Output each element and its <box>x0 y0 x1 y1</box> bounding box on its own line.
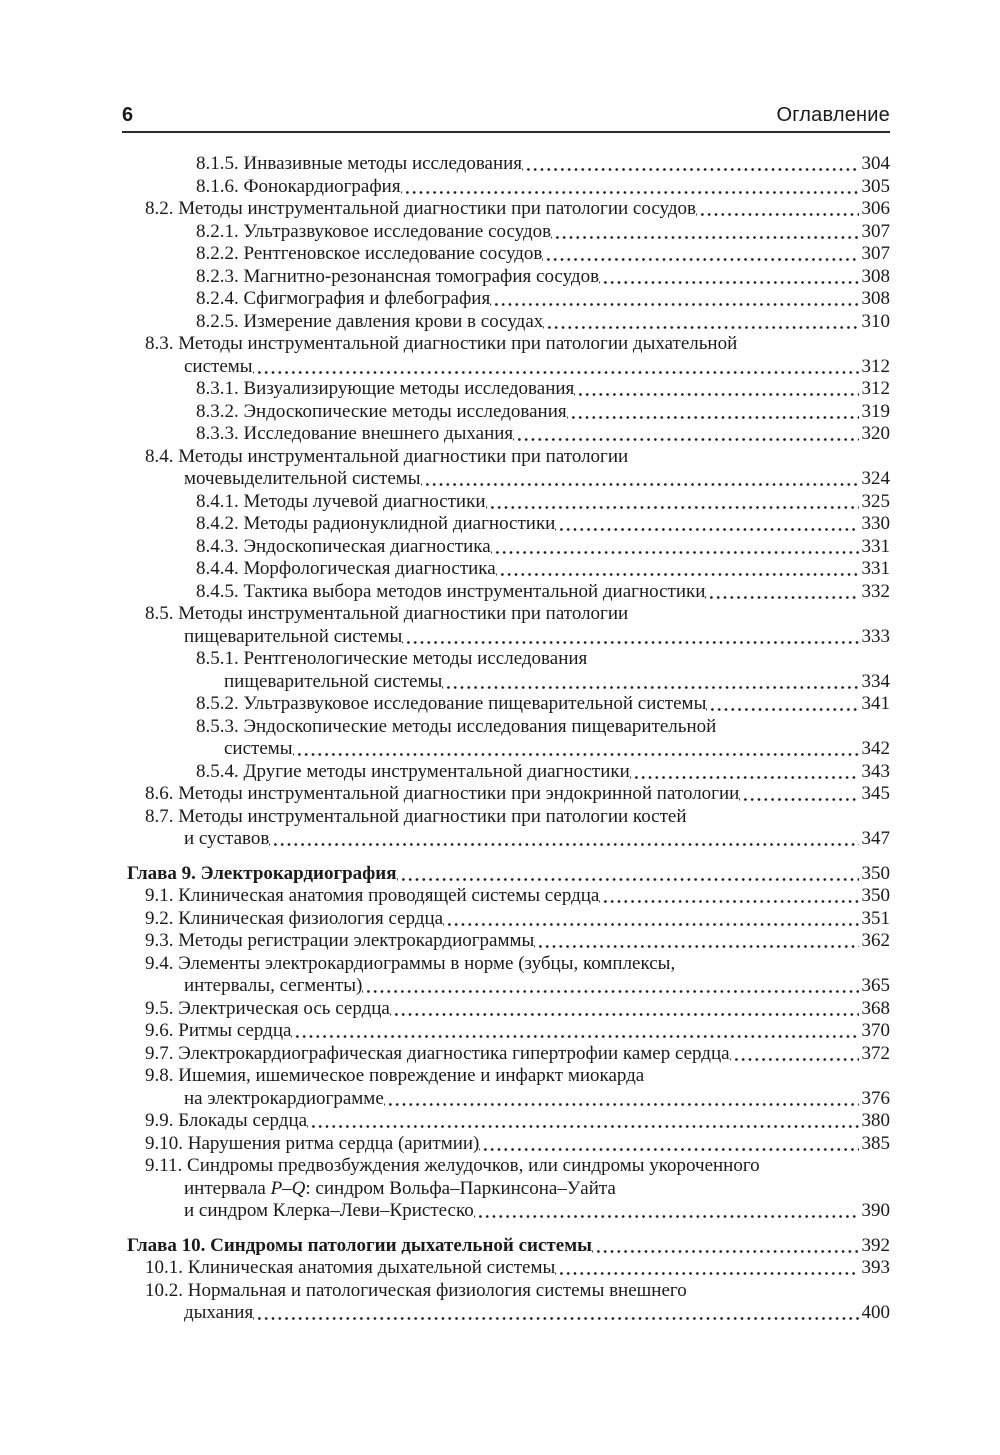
toc-entry-line <box>122 1302 890 1325</box>
toc-entry <box>122 491 890 514</box>
toc-entry-line <box>122 356 890 379</box>
toc-entry-line <box>122 468 890 491</box>
page-number: 6 <box>122 104 134 126</box>
toc-page-number: 400 <box>861 1302 890 1323</box>
toc-entry-text: 9.1. Клиническая анатомия проводящей системы сердца <box>145 885 600 906</box>
toc-entry <box>122 1235 890 1258</box>
toc-entry-line <box>122 1155 890 1178</box>
toc-page-number: 392 <box>861 1234 890 1256</box>
toc-entry-line <box>122 1178 890 1201</box>
toc-entry <box>122 863 890 886</box>
toc-entry-text: пищеварительной системы <box>224 670 443 692</box>
toc-entry <box>122 1133 890 1156</box>
toc-entry-line <box>122 828 890 851</box>
toc-entry-line <box>122 446 890 469</box>
toc-entry-line <box>122 603 890 626</box>
toc-entry-text: 8.4.3. Эндоскопическая диагностика <box>196 535 491 557</box>
toc-entry-text: 9.7. Электрокардиографическая диагностика гипертрофии камер сердца <box>145 1042 730 1064</box>
toc-entry-line <box>122 153 890 176</box>
toc-entry <box>122 1043 890 1066</box>
dot-leader <box>401 176 859 199</box>
toc-entry-text: 8.4.2. Методы радионуклидной диагностики <box>196 513 556 534</box>
dot-leader <box>253 1302 858 1325</box>
toc-entry-line <box>122 693 890 716</box>
dot-leader <box>362 975 858 998</box>
toc-entry <box>122 581 890 604</box>
toc-entry-text: 8.3.3. Исследование внешнего дыхания <box>196 423 514 444</box>
toc-entry-line <box>122 648 890 671</box>
toc-entry-line <box>122 1043 890 1066</box>
toc-entry <box>122 1257 890 1280</box>
toc-page-number: 365 <box>861 975 890 996</box>
toc-entry-line <box>122 930 890 953</box>
toc-entry <box>122 153 890 176</box>
dot-leader <box>474 1200 859 1223</box>
toc-entry <box>122 536 890 559</box>
toc-entry-text: 8.3.1. Визуализирующие методы исследования <box>196 378 575 399</box>
toc-entry <box>122 176 890 199</box>
toc-entry <box>122 761 890 784</box>
dot-leader <box>253 356 859 379</box>
toc-entry-line <box>122 1280 890 1303</box>
toc-page-number: 331 <box>861 558 890 579</box>
table-of-contents <box>122 153 890 1325</box>
toc-page-number: 332 <box>861 580 890 602</box>
dot-leader <box>542 243 858 266</box>
dot-leader <box>402 626 858 649</box>
toc-entry-line <box>122 423 890 446</box>
toc-page-number: 376 <box>861 1087 890 1109</box>
dot-leader <box>442 671 858 694</box>
toc-entry <box>122 930 890 953</box>
toc-entry-text: 8.2.5. Измерение давления крови в сосудах <box>196 310 544 332</box>
toc-entry <box>122 288 890 311</box>
toc-entry-line <box>122 198 890 221</box>
toc-entry-text: 8.1.6. Фонокардиография <box>196 175 401 197</box>
toc-entry-text: 8.2. Методы инструментальной диагностики при патологии сосудов <box>145 198 696 219</box>
toc-entry <box>122 243 890 266</box>
toc-entry-text: 9.4. Элементы электрокардиограммы в норме (зубцы, комплексы, <box>145 952 676 974</box>
toc-entry <box>122 221 890 244</box>
toc-entry-text: системы <box>224 738 293 759</box>
dot-leader <box>269 828 858 851</box>
dot-leader <box>599 885 858 908</box>
toc-entry-line <box>122 1133 890 1156</box>
toc-entry <box>122 423 890 446</box>
toc-page-number: 390 <box>861 1200 890 1221</box>
toc-entry <box>122 446 890 491</box>
toc-page-number: 370 <box>861 1020 890 1041</box>
toc-entry <box>122 333 890 378</box>
toc-entry <box>122 603 890 648</box>
toc-entry-line <box>122 581 890 604</box>
toc-entry-line <box>122 558 890 581</box>
toc-entry-text: дыхания <box>184 1302 254 1323</box>
toc-entry <box>122 1110 890 1133</box>
toc-entry-line <box>122 671 890 694</box>
toc-entry <box>122 558 890 581</box>
toc-page-number: 324 <box>861 468 890 489</box>
toc-entry-line <box>122 975 890 998</box>
toc-page-number: 330 <box>861 513 890 534</box>
toc-entry <box>122 716 890 761</box>
toc-page-number: 308 <box>861 265 890 287</box>
toc-page-number: 343 <box>861 760 890 782</box>
toc-entry-line <box>122 513 890 536</box>
toc-entry-line <box>122 378 890 401</box>
toc-entry-text: 8.5.3. Эндоскопические методы исследования пищеварительной <box>196 715 717 737</box>
toc-page-number: 307 <box>861 220 890 242</box>
toc-entry <box>122 885 890 908</box>
toc-entry-text: 9.8. Ишемия, ишемическое повреждение и инфаркт миокарда <box>145 1065 645 1086</box>
toc-entry-text: и суставов <box>184 828 270 849</box>
toc-entry-line <box>122 311 890 334</box>
toc-entry-text: интервала P–Q: синдром Вольфа–Паркинсона–Уайта <box>184 1177 616 1199</box>
toc-entry-line <box>122 998 890 1021</box>
toc-entry-text: 8.2.2. Рентгеновское исследование сосудов <box>196 243 543 264</box>
toc-entry <box>122 693 890 716</box>
toc-entry-text: 8.4.4. Морфологическая диагностика <box>196 558 496 579</box>
toc-entry-text: 8.5.2. Ультразвуковое исследование пищеварительной системы <box>196 693 707 714</box>
dot-leader <box>630 761 859 784</box>
toc-entry-text: Глава 10. Синдромы патологии дыхательной системы <box>127 1234 592 1256</box>
toc-page-number: 350 <box>861 885 890 906</box>
toc-entry-text: 10.1. Клиническая анатомия дыхательной системы <box>145 1257 556 1278</box>
toc-entry-line <box>122 806 890 829</box>
dot-leader <box>574 378 858 401</box>
toc-page-number: 304 <box>861 153 890 174</box>
toc-page-number: 306 <box>861 198 890 219</box>
toc-entry-line <box>122 176 890 199</box>
toc-entry-text: 9.3. Методы регистрации электрокардиограммы <box>145 930 535 951</box>
toc-entry-text: Глава 9. Электрокардиография <box>127 862 397 884</box>
toc-page-number: 342 <box>861 738 890 759</box>
toc-page-number: 310 <box>861 310 890 332</box>
toc-entry-text: 8.2.3. Магнитно-резонансная томография сосудов <box>196 265 600 287</box>
dot-leader <box>534 930 858 953</box>
toc-entry-text: 8.2.1. Ультразвуковое исследование сосудов <box>196 220 552 242</box>
running-head-title: Оглавление <box>776 104 890 126</box>
toc-entry <box>122 198 890 221</box>
toc-entry-text: 8.4.5. Тактика выбора методов инструментальной диагностики <box>196 580 706 602</box>
toc-page-number: 333 <box>861 625 890 647</box>
toc-entry-text: 8.6. Методы инструментальной диагностики при эндокринной патологии <box>145 783 740 804</box>
toc-page-number: 319 <box>861 400 890 422</box>
toc-entry-text: 9.6. Ритмы сердца <box>145 1020 292 1041</box>
toc-entry-line <box>122 333 890 356</box>
toc-entry-line <box>122 863 890 886</box>
toc-page-number: 393 <box>861 1257 890 1278</box>
toc-entry <box>122 311 890 334</box>
toc-entry <box>122 1020 890 1043</box>
dot-leader <box>293 738 859 761</box>
toc-entry-text: 8.3. Методы инструментальной диагностики при патологии дыхательной <box>145 333 738 354</box>
dot-leader <box>307 1110 858 1133</box>
dot-leader <box>567 401 859 424</box>
toc-page-number: 334 <box>861 670 890 692</box>
toc-page-number: 380 <box>861 1110 890 1131</box>
dot-leader <box>543 311 858 334</box>
toc-entry-line <box>122 221 890 244</box>
toc-entry <box>122 401 890 424</box>
toc-page-number: 305 <box>861 175 890 197</box>
toc-entry <box>122 1280 890 1325</box>
toc-entry <box>122 648 890 693</box>
toc-entry-text: 8.5.4. Другие методы инструментальной диагностики <box>196 760 630 782</box>
toc-entry-text: 8.7. Методы инструментальной диагностики при патологии костей <box>145 805 687 827</box>
toc-page-number: 351 <box>861 907 890 929</box>
toc-entry <box>122 908 890 931</box>
dot-leader <box>384 1088 859 1111</box>
toc-entry <box>122 1065 890 1110</box>
toc-page-number: 350 <box>861 862 890 884</box>
toc-page-number: 385 <box>861 1132 890 1154</box>
toc-entry-text: 9.5. Электрическая ось сердца <box>145 997 390 1019</box>
toc-entry-text: 10.2. Нормальная и патологическая физиология системы внешнего <box>145 1279 687 1301</box>
toc-entry-text: пищеварительной системы <box>184 625 403 647</box>
dot-leader <box>706 693 858 716</box>
toc-entry-line <box>122 761 890 784</box>
dot-leader <box>739 783 858 806</box>
toc-entry-text: мочевыделительной системы <box>184 468 421 489</box>
toc-entry-line <box>122 491 890 514</box>
toc-page-number: 341 <box>861 693 890 714</box>
dot-leader <box>555 513 858 536</box>
toc-entry-line <box>122 626 890 649</box>
toc-page-number: 372 <box>861 1042 890 1064</box>
dot-leader <box>479 1133 858 1156</box>
toc-entry-text: 9.11. Синдромы предвозбуждения желудочков, или синдромы укороченного <box>145 1155 760 1176</box>
toc-entry-line <box>122 783 890 806</box>
dot-leader <box>397 863 859 886</box>
dot-leader <box>696 198 859 221</box>
toc-entry-line <box>122 288 890 311</box>
toc-entry-line <box>122 885 890 908</box>
toc-page-number: 368 <box>861 997 890 1019</box>
toc-entry-line <box>122 1235 890 1258</box>
toc-entry-text: 8.5.1. Рентгенологические методы исследования <box>196 648 588 669</box>
toc-entry-text: 8.3.2. Эндоскопические методы исследования <box>196 400 567 422</box>
toc-entry <box>122 783 890 806</box>
toc-entry-line <box>122 266 890 289</box>
toc-entry-line <box>122 738 890 761</box>
header-rule <box>122 131 890 133</box>
toc-entry-line <box>122 1088 890 1111</box>
dot-leader <box>486 491 859 514</box>
toc-page-number: 331 <box>861 535 890 557</box>
dot-leader <box>599 266 858 289</box>
dot-leader <box>421 468 859 491</box>
toc-entry-line <box>122 401 890 424</box>
toc-entry-text: 9.9. Блокады сердца <box>145 1110 308 1131</box>
dot-leader <box>522 153 858 176</box>
toc-entry <box>122 953 890 998</box>
toc-page-number: 345 <box>861 783 890 804</box>
toc-entry-text: 8.2.4. Сфигмография и флебография <box>196 288 491 309</box>
toc-entry-text: и синдром Клерка–Леви–Кристеско <box>184 1200 474 1221</box>
page-header <box>122 104 890 126</box>
toc-page-number: 312 <box>861 355 890 377</box>
toc-entry-line <box>122 1020 890 1043</box>
dot-leader <box>390 998 859 1021</box>
dot-leader <box>513 423 858 446</box>
dot-leader <box>491 536 859 559</box>
toc-entry-line <box>122 716 890 739</box>
toc-entry-text: интервалы, сегменты) <box>184 975 363 996</box>
toc-entry-text: 8.4.1. Методы лучевой диагностики <box>196 490 486 512</box>
toc-entry-line <box>122 1200 890 1223</box>
dot-leader <box>496 558 859 581</box>
dot-leader <box>705 581 858 604</box>
toc-entry-line <box>122 536 890 559</box>
dot-leader <box>291 1020 858 1043</box>
toc-entry-text: 9.10. Нарушения ритма сердца (аритмии) <box>145 1132 480 1154</box>
toc-entry-text: 8.5. Методы инструментальной диагностики при патологии <box>145 603 629 624</box>
toc-entry-text: на электрокардиограмме <box>184 1087 384 1109</box>
toc-entry-line <box>122 953 890 976</box>
toc-page-number: 312 <box>861 378 890 399</box>
dot-leader <box>490 288 858 311</box>
toc-entry-line <box>122 243 890 266</box>
toc-entry-text: системы <box>184 355 253 377</box>
toc-entry <box>122 1155 890 1223</box>
toc-entry-line <box>122 1110 890 1133</box>
dot-leader <box>551 221 858 244</box>
toc-entry-line <box>122 908 890 931</box>
dot-leader <box>443 908 858 931</box>
toc-entry <box>122 378 890 401</box>
toc-entry-text: 8.4. Методы инструментальной диагностики при патологии <box>145 445 629 467</box>
dot-leader <box>555 1257 858 1280</box>
toc-entry-line <box>122 1257 890 1280</box>
toc-entry <box>122 266 890 289</box>
toc-entry-text: 8.1.5. Инвазивные методы исследования <box>196 153 523 174</box>
toc-entry <box>122 806 890 851</box>
toc-entry-line <box>122 1065 890 1088</box>
toc-entry-text: 9.2. Клиническая физиология сердца <box>145 907 444 929</box>
toc-entry <box>122 998 890 1021</box>
toc-page-number: 320 <box>861 423 890 444</box>
toc-page-number: 325 <box>861 490 890 512</box>
dot-leader <box>730 1043 859 1066</box>
toc-page-number: 362 <box>861 930 890 951</box>
toc-page-number: 347 <box>861 828 890 849</box>
dot-leader <box>592 1235 859 1258</box>
toc-page-number: 308 <box>861 288 890 309</box>
toc-entry <box>122 513 890 536</box>
toc-page-number: 307 <box>861 243 890 264</box>
